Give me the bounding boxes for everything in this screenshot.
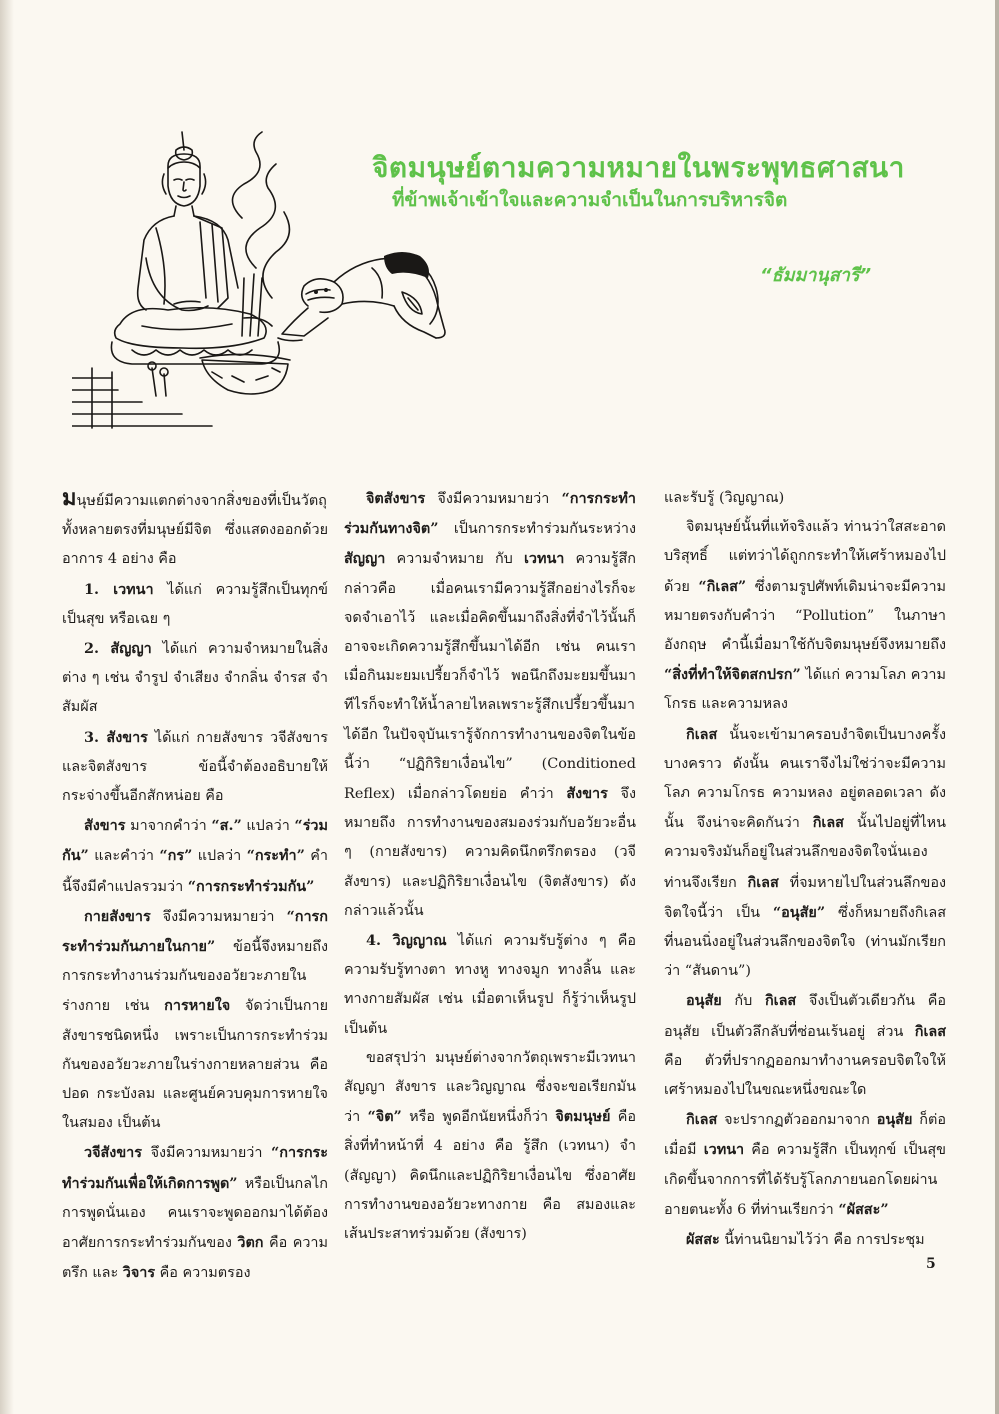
- paragraph: [664, 513, 946, 719]
- paragraph-text: ก็ต่อเมื่อมี: [664, 1112, 946, 1159]
- term: วิจาร: [122, 1264, 156, 1282]
- paragraph-text: จึงมีความหมายว่า: [141, 1145, 272, 1162]
- paragraph: [62, 1138, 328, 1288]
- term: สัญญา: [344, 550, 386, 568]
- paragraph-text: นั้นไปอยู่ที่ไหน ความจริงมันก็อยู่ในส่วนลึกของจิตใจนั่นเอง ท่านจึงเรียก: [664, 815, 947, 891]
- paragraph-text: ซึ่งตามรูปศัพท์เดิมน่าจะมีความหมายตรงกับคำว่า “Pollution” ในภาษาอังกฤษ คำนี้เมื่อมาใช้กับจิตมนุษย์จึงหมายถึง: [664, 578, 947, 654]
- paragraph-text: แปลว่า: [192, 848, 247, 865]
- paragraph-text: จึงหมายถึง การทำงานของสมองร่วมกับอวัยวะอื่น ๆ (กายสังขาร) ความคิดนึกตรึกตรอง (วจีสังขาร) และปฏิกิริยาเงื่อนไข (จิตสังขาร) ดังกล่าวแล้วนั้น: [344, 786, 636, 919]
- term: วจีสังขาร: [84, 1144, 142, 1162]
- paragraph-text: หรือ พูดอีกนัยหนึ่งก็ว่า: [401, 1109, 556, 1126]
- paragraph-text: ขอสรุปว่า มนุษย์ต่างจากวัตถุเพราะมีเวทนา สัญญา สังขาร และวิญญาณ ซึ่งจะขอเรียกมันว่า: [344, 1049, 636, 1126]
- paragraph: [62, 811, 328, 902]
- paragraph-text: กับ: [721, 993, 765, 1010]
- term: “กิเลส”: [698, 577, 747, 595]
- term: กิเลส: [686, 725, 718, 743]
- title-line-1: จิตมนุษย์ตามความหมายในพระพุทธศาสนา: [372, 151, 905, 184]
- term: ผัสสะ: [686, 1231, 720, 1249]
- text-column-2: [344, 484, 636, 1249]
- paragraph: [344, 1044, 636, 1249]
- term: กิเลส: [812, 814, 844, 832]
- paragraph-text: ได้แก่ ความโลภ ความโกรธ และความหลง: [664, 667, 946, 713]
- paragraph: [664, 1225, 946, 1255]
- paragraph-text: ความรู้สึก กล่าวคือ เมื่อคนเรามีความรู้สึกอย่างไรก็จะจดจำเอาไว้ และเมื่อคิดขึ้นมาถึงสิ่งที่จำไว้นั้นก็อาจจะเกิดความรู้สึกขึ้นมาได้อีก เช่น คนเราเมื่อกินมะยมเปรี้ยวก็จำไว้ พอนึกถึงมะยมขึ้นมาทีไรก็จะทำให้น้ำลายไหลเพราะรู้สึกเปรี้ยวขึ้นมาได้อีก ในปัจจุบันเรารู้จักการทำงานของจิตในข้อนี้ว่า “ปฏิกิริยาเงื่อนไข” (Conditioned Reflex) เมื่อกล่าวโดยย่อ คำว่า: [344, 551, 637, 803]
- paragraph-text: ข้อนี้จึงหมายถึงการกระทำงานร่วมกันของอวัยวะภายในร่างกาย เช่น: [62, 939, 328, 1015]
- paragraph: [62, 723, 328, 812]
- term: กายสังขาร: [84, 907, 151, 925]
- paragraph-text: จัดว่าเป็นกายสังขารชนิดหนึ่ง เพราะเป็นการกระทำร่วมกันของอวัยวะภายในร่างกายหลายส่วน คือ ปอด กระบังลม และศูนย์ควบคุมการหายใจในสมอง เป็นต้น: [62, 998, 328, 1132]
- term: “กระทำ”: [246, 847, 305, 865]
- term: “อนุสัย”: [772, 903, 826, 921]
- term: กิเลส: [747, 873, 779, 891]
- paragraph: [62, 902, 328, 1139]
- author-byline: “ธัมมานุสารี”: [760, 265, 872, 286]
- term: เวทนา: [703, 1141, 745, 1159]
- paragraph-text: ได้แก่ ความรู้สึกเป็นทุกข์ เป็นสุข หรือเฉย ๆ: [62, 581, 328, 627]
- term: จิตสังขาร: [366, 490, 426, 507]
- paragraph-text: นั้นจะเข้ามาครอบงำจิตเป็นบางครั้งบางคราว ดังนั้น คนเราจึงไม่ใช่ว่าจะมีความโลภ ความโกรธ ความหลง อยู่ตลอดเวลา ดังนั้น จึงน่าจะคิดกันว่า: [664, 726, 946, 832]
- term: อนุสัย: [686, 992, 722, 1010]
- term: กิเลส: [914, 1022, 946, 1040]
- scan-edge-shadow: [0, 0, 14, 1414]
- scan-edge-right: [995, 0, 999, 1414]
- paragraph: [62, 575, 328, 634]
- text-column-1: [62, 484, 328, 1288]
- paragraph-text: คือ ความตรอง: [155, 1265, 251, 1282]
- term: 1. เวทนา: [84, 580, 154, 598]
- term: สังขาร: [566, 785, 608, 803]
- term: อนุสัย: [876, 1111, 913, 1129]
- paragraph-text: ที่จมหายไปในส่วนลึกของจิตใจนี้ว่า เป็น: [664, 874, 947, 921]
- paragraph-text: และรับรู้ (วิญญาณ): [664, 490, 785, 506]
- term: “การกระทำร่วมกันภายในกาย”: [62, 907, 328, 956]
- term: กิเลส: [764, 992, 797, 1010]
- term: 3. สังขาร: [84, 728, 148, 746]
- paragraph: [62, 634, 328, 723]
- term: “การกระทำร่วมกันเพื่อให้เกิดการพูด”: [62, 1144, 328, 1192]
- paragraph-text: คือ ตัวที่ปรากฏออกมาทำงานครอบจิตใจให้เศร้าหมองไปในขณะหนึ่งขณะใด: [664, 1052, 946, 1099]
- page-number: 5: [926, 1256, 936, 1272]
- paragraph-text: จึงมีความหมายว่า: [425, 491, 562, 507]
- paragraph-text: มาจากคำว่า: [125, 818, 212, 835]
- paragraph: [664, 1105, 946, 1225]
- paragraph-text: ซึ่งก็หมายถึงกิเลสที่นอนนิ่งอยู่ในส่วนลึกของจิตใจ (ท่านมักเรียกว่า “สันดาน”): [664, 904, 946, 980]
- paragraph: [664, 484, 946, 513]
- paragraph-text: จะปรากฏตัวออกมาจาก: [717, 1112, 877, 1129]
- paragraph-text: จึงมีความหมายว่า: [150, 908, 287, 925]
- term: “จิต”: [367, 1108, 402, 1126]
- term: เวทนา: [523, 550, 565, 568]
- term: “ส.”: [211, 817, 242, 835]
- term: วิตก: [237, 1234, 264, 1252]
- article-title: [372, 150, 972, 214]
- paragraph-text: แปลว่า: [241, 818, 295, 835]
- paragraph-text: นี้ท่านนิยามไว้ว่า คือ การประชุม: [719, 1232, 925, 1249]
- paragraph-text: ความจำหมาย กับ: [385, 551, 524, 568]
- paragraph: [664, 986, 946, 1105]
- paragraph: [344, 926, 636, 1044]
- title-line-2: ที่ข้าพเจ้าเข้าใจและความจำเป็นในการบริหารจิต: [392, 189, 788, 211]
- term: “ร่วมกัน”: [62, 817, 328, 865]
- term: กิเลส: [686, 1111, 718, 1129]
- term: การหายใจ: [164, 997, 231, 1015]
- text-column-3: [664, 484, 946, 1255]
- paragraph-text: นุษย์มีความแตกต่างจากสิ่งของที่เป็นวัตถุทั้งหลายตรงที่มนุษย์มีจิต ซึ่งแสดงออกด้วยอาการ 4 อย่าง คือ: [62, 493, 328, 568]
- paragraph-text: คำนี้จึงมีคำแปลรวมว่า: [62, 848, 328, 895]
- paragraph: [62, 484, 328, 575]
- term: “ผัสสะ”: [838, 1200, 889, 1218]
- paragraph-text: ได้แก่ ความรับรู้ต่าง ๆ คือ ความรับรู้ทางตา ทางหู ทางจมูก ทางลิ้น และทางกายสัมผัส เช่น เมื่อตาเห็นรูป ก็รู้ว่าเห็นรูป เป็นต้น: [344, 933, 636, 1037]
- paragraph-text: หรือเป็นกลไกการพูดนั่นเอง คนเราจะพูดออกมาได้ต้องอาศัยการกระทำร่วมกันของ: [62, 1175, 328, 1252]
- term: “สิ่งที่ทำให้จิตสกปรก”: [664, 666, 801, 684]
- term: “การกระทำร่วมกัน”: [187, 877, 315, 895]
- paragraph: [664, 720, 946, 987]
- term: 2. สัญญา: [84, 640, 152, 658]
- paragraph-text: เป็นการกระทำร่วมกันระหว่าง: [438, 521, 636, 538]
- paragraph-text: คือ ความตรึก และ: [62, 1235, 328, 1282]
- paragraph-text: จิตมนุษย์นั้นที่แท้จริงแล้ว ท่านว่าใสสะอาดบริสุทธิ์ แต่ทว่าได้ถูกกระทำให้เศร้าหมองไปด้วย: [664, 519, 946, 595]
- paragraph-text: คือ สิ่งที่ทำหน้าที่ 4 อย่าง คือ รู้สึก (เวทนา) จำ (สัญญา) คิดนึกและปฏิกิริยาเงื่อนไข ซึ่งอาศัยการทำงานของอวัยวะทางกาย คือ สมองและเส้นประสาทร่วมด้วย (สังขาร): [344, 1109, 637, 1243]
- term: “การกระทำร่วมกันทางจิต”: [344, 490, 636, 538]
- paragraph-text: จึงเป็นตัวเดียวกัน คือ อนุสัย เป็นตัวลึกลับที่ซ่อนเร้นอยู่ ส่วน: [664, 993, 946, 1040]
- paragraph-text: ได้แก่ ความจำหมายในสิ่งต่าง ๆ เช่น จำรูป จำเสียง จำกลิ่น จำรส จำสัมผัส: [62, 641, 329, 716]
- term: สังขาร: [84, 817, 126, 835]
- term: จิตมนุษย์: [555, 1108, 611, 1126]
- paragraph: [344, 484, 636, 926]
- drop-cap: ม: [62, 485, 77, 511]
- paragraph-text: และคำว่า: [88, 848, 160, 865]
- paragraph-text: คือ ความรู้สึก เป็นทุกข์ เป็นสุข เกิดขึ้นจากการที่ได้รับรู้โลกภายนอกโดยผ่านอายตนะทั้ง 6 ที่ท่านเรียกว่า: [664, 1142, 946, 1218]
- paragraph-text: ได้แก่ กายสังขาร วจีสังขาร และจิตสังขาร ข้อนี้จำต้องอธิบายให้กระจ่างขึ้นอีกสักหน่อย คือ: [62, 729, 328, 805]
- term: 4. วิญญาณ: [366, 932, 447, 950]
- term: “กร”: [159, 847, 193, 865]
